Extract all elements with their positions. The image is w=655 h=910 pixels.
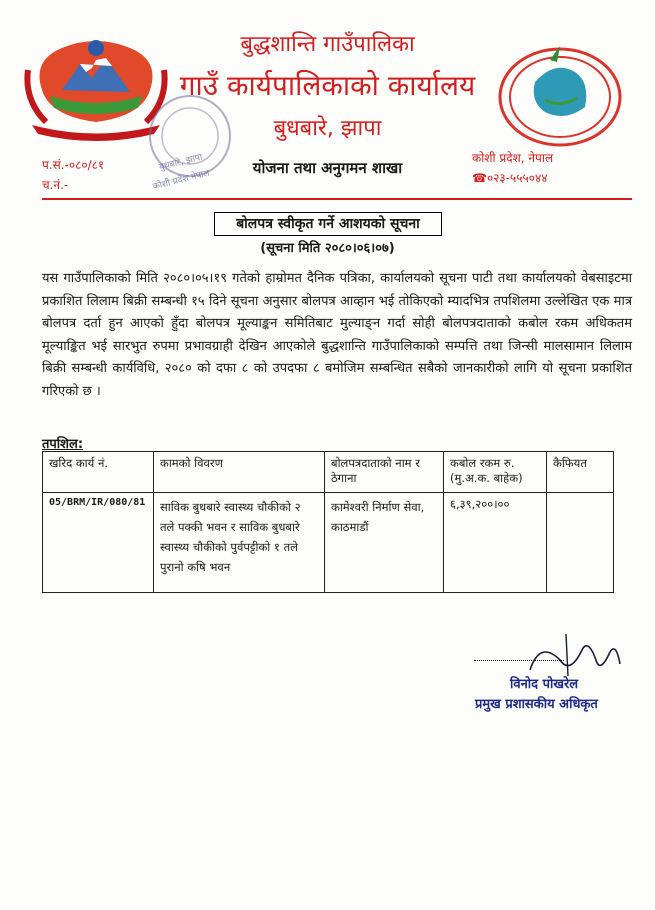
notice-body: यस गाउँपालिकाको मिति २०८०।०५।१९ गतेको हाम्रोमत दैनिक पत्रिका, कार्यालयको सूचना पाटी तथा कार्यालयको वेबसाइटमा प्रकाशित लिलाम बिक्री सम्बन्धी १५ दिने सूचना अनुसार बोलपत्र आव्हान भई तोकिएको म्यादभित्र तपशिलमा उल्लेखित एक मात्र बोलपत्र दर्ता हुन आएको हुँदा बोलपत्र मूल्याङ्कन समितिबाट मुल्याङ्न गर्दा सोही बोलपत्रदाताको कबोल रकम अधिकतम मूल्याङ्कित भई सारभुत रुपमा प्रभावग्राही देखिन आएकोले बुद्धशान्ति गाउँपालिकाको सम्पत्ति तथा जिन्सी मालसामान लिलाम बिक्री सम्बन्धी कार्यविधि, २०८० को दफा ८ को उपदफा ८ बमोजिम सम्बन्धित सबैको जानकारीको लागि यो सूचना प्रकाशित गरिएको छ । (42, 271, 632, 399)
table-header-row (43, 452, 614, 493)
cell-bid-amount: ६,३९,२००।०० (444, 493, 547, 593)
section-name: योजना तथा अनुगमन शाखा (252, 159, 403, 177)
signature-line (474, 660, 564, 661)
signatory-title: प्रमुख प्रशासकीय अधिकृत (475, 697, 598, 712)
reference-number: प.सं.-०८०/८१ (42, 158, 105, 172)
province-label: कोशी प्रदेश, नेपाल (472, 151, 554, 165)
header-divider (42, 198, 632, 200)
table-row (43, 493, 614, 593)
municipality-name: बुद्धशान्ति गाउँपालिका (240, 32, 415, 57)
reference-block (42, 155, 104, 195)
header-remarks: कैफियत (547, 452, 614, 493)
header-bidder-name: बोलपत्रदाताको नाम र ठेगाना (325, 452, 444, 493)
office-location: बुधबारे, झापा (273, 116, 382, 141)
cell-work-description: साविक बुधबारे स्वास्थ्य चौकीको २ तले पक्की भवन र साविक बुधबारे स्वास्थ्य चौकीको पुर्वपट्टीको १ तले पुरानो कषि भवन (154, 493, 325, 593)
header-work-description: कामको विवरण (154, 452, 325, 493)
svg-text:बुधबारे, झापा: बुधबारे, झापा (158, 152, 204, 173)
office-name: गाउँ कार्यपालिकाको कार्यालय (179, 69, 476, 102)
cell-bidder-name: कामेश्वरी निर्माण सेवा, काठमाडौं (325, 493, 444, 593)
schedule-label: तपशिल: (42, 437, 84, 452)
notice-date: (सूचना मिति २०८०।०६।०७) (260, 241, 395, 256)
bid-schedule-table (42, 451, 614, 593)
phone-number: ☎०२३-५५५०४४ (472, 171, 548, 185)
signatory-name: विनोद पोखरेल (510, 677, 579, 692)
cell-remarks (547, 493, 614, 593)
contact-block (472, 148, 553, 188)
header-procurement-no: खरिद कार्य नं. (43, 452, 154, 493)
header-bid-amount: कबोल रकम रु. (मु.अ.क. बाहेक) (444, 452, 547, 493)
svg-text:कोशी प्रदेश नेपाल: कोशी प्रदेश नेपाल (151, 168, 211, 192)
notice-title: बोलपत्र स्वीकृत गर्ने आशयको सूचना (214, 212, 442, 236)
cell-procurement-no: 05/BRM/IR/080/81 (43, 493, 154, 593)
dispatch-number: च.नं.- (42, 178, 69, 192)
